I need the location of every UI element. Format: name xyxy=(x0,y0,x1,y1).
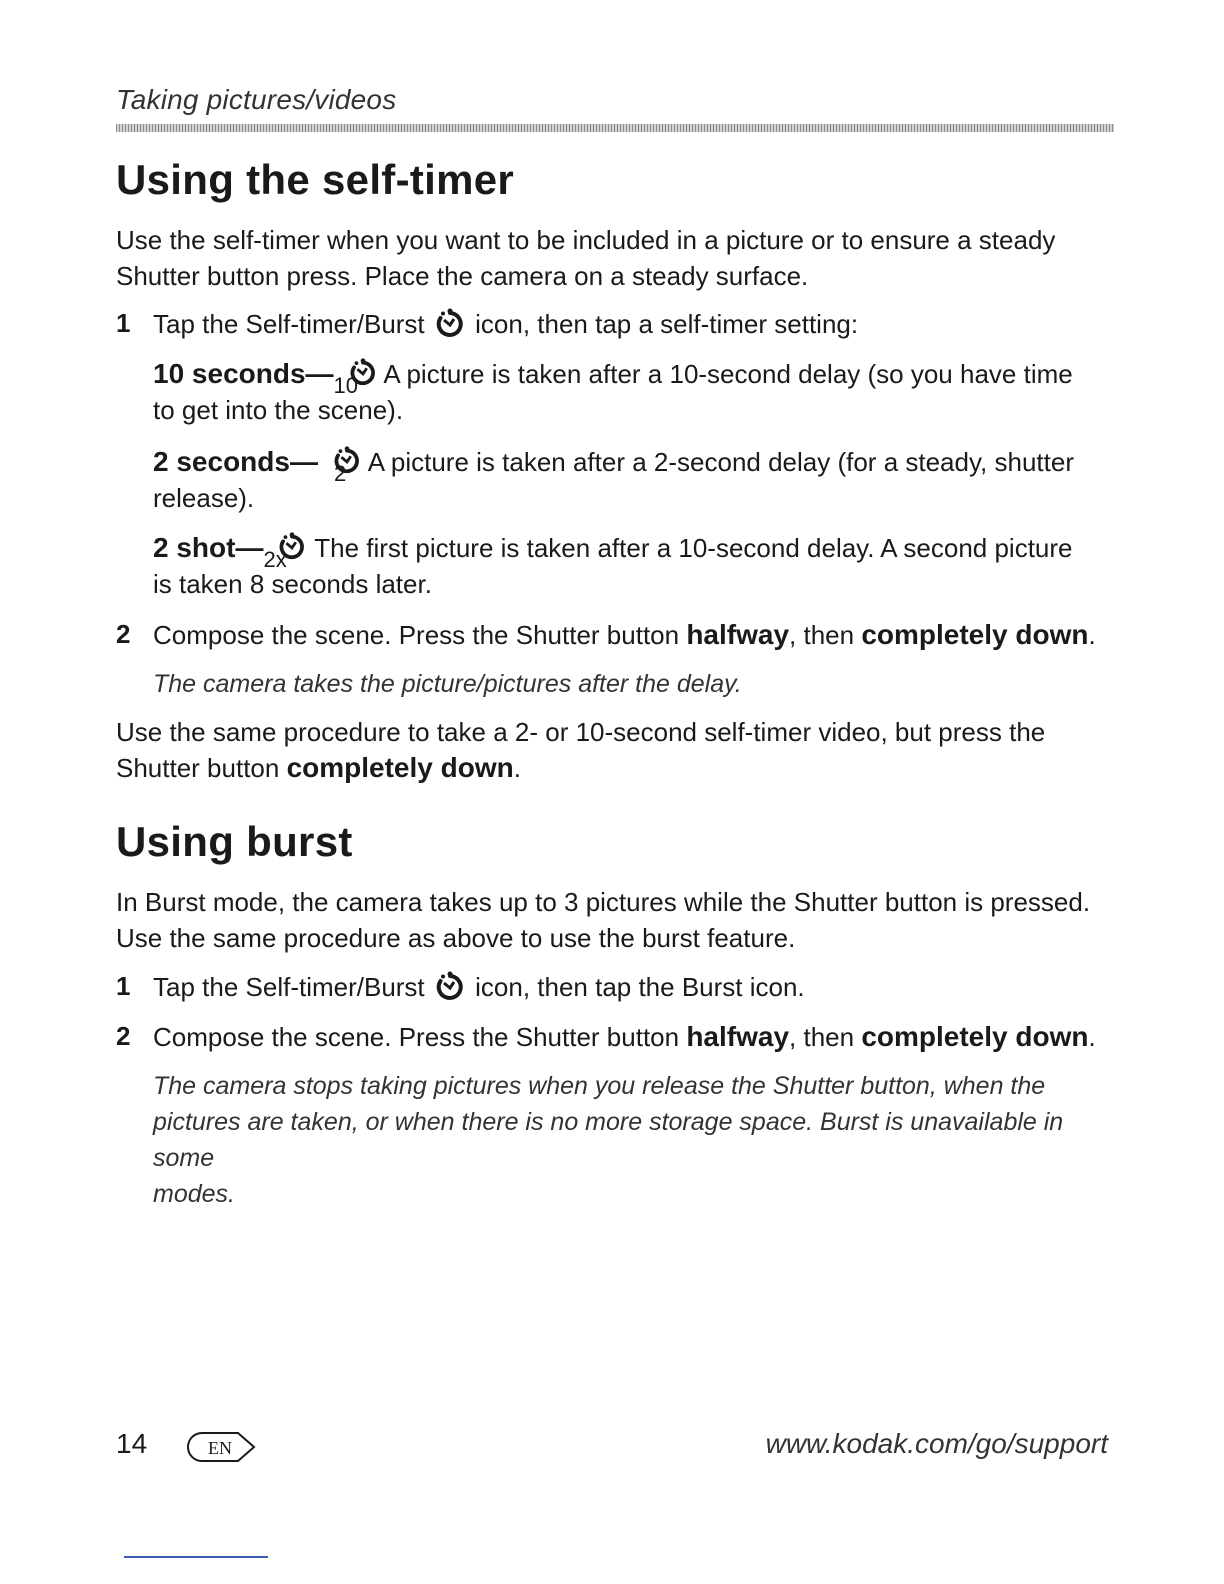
burst-step-2: Compose the scene. Press the Shutter button halfway, then completely down. xyxy=(153,1021,1096,1052)
self-timer-step-1: Tap the Self-timer/Burst icon, then tap a self-timer setting: xyxy=(153,309,859,339)
section-title-burst: Using burst xyxy=(116,818,353,865)
option-10-seconds: 10 seconds— 10 A picture is taken after a 10-second delay (so you have time to get into the scene). xyxy=(153,358,1073,425)
language-badge xyxy=(186,1430,258,1464)
step-number: 2 xyxy=(116,619,131,649)
step-number: 1 xyxy=(116,971,131,1001)
self-timer-note: The camera takes the picture/pictures after the delay. xyxy=(153,670,742,698)
running-head: Taking pictures/videos xyxy=(116,84,397,115)
burst-step-1: Tap the Self-timer/Burst icon, then tap the Burst icon. xyxy=(153,972,805,1002)
language-badge-text: EN xyxy=(208,1438,232,1458)
page-number: 14 xyxy=(116,1428,148,1459)
support-url[interactable]: www.kodak.com/go/support xyxy=(765,1428,1108,1459)
self-timer-video-text: Use the same procedure to take a 2- or 10-second self-timer video, but press the Shutter button completely down. xyxy=(116,717,1046,783)
self-timer-icon xyxy=(434,308,466,338)
self-timer-2s-icon: 2 xyxy=(318,445,362,475)
burst-intro: In Burst mode, the camera takes up to 3 pictures while the Shutter button is pressed. Use the same procedure as above to use the burst feature. xyxy=(116,887,1091,953)
self-timer-step-2: Compose the scene. Press the Shutter button halfway, then completely down. xyxy=(153,619,1096,650)
burst-note: The camera stops taking pictures when you release the Shutter button, when the pictures are taken, or when there is no more storage space. Burst is unavailable in some modes. xyxy=(153,1072,1064,1208)
self-timer-intro: Use the self-timer when you want to be included in a picture or to ensure a steady Shutter button press. Place the camera on a steady surface. xyxy=(116,225,1056,291)
option-2-seconds: 2 seconds— 2 A picture is taken after a 2-second delay (for a steady, shutter release). xyxy=(153,446,1074,513)
self-timer-10s-icon: 10 xyxy=(334,357,378,387)
section-title-self-timer: Using the self-timer xyxy=(116,156,515,203)
step-number: 2 xyxy=(116,1021,131,1051)
option-2-shot: 2 shot— 2x The first picture is taken after a 10-second delay. A second picture is taken 8 seconds later. xyxy=(153,532,1073,599)
self-timer-2-shot-icon: 2x xyxy=(263,531,307,561)
bottom-bar xyxy=(124,1556,268,1558)
header-rule xyxy=(116,124,1114,132)
self-timer-burst-icon xyxy=(434,971,466,1001)
step-number: 1 xyxy=(116,308,131,338)
